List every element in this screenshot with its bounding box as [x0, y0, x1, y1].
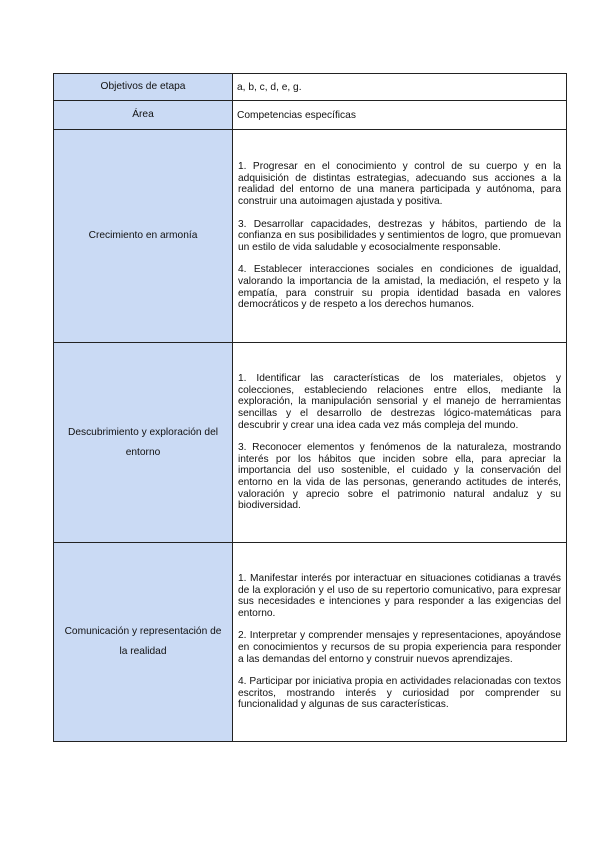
competencies-header: Competencias específicas	[233, 101, 567, 130]
section-row	[54, 543, 567, 742]
area-name: Crecimiento en armonía	[54, 130, 233, 343]
section-row	[54, 130, 567, 343]
competency-item: 4. Participar por iniciativa propia en actividades relacionadas con textos escritos, mostrando interés y curiosidad por comprender su funcionalidad y algunas de sus características.	[238, 676, 561, 711]
area-header: Área	[54, 101, 233, 130]
competency-item: 1. Identificar las características de los materiales, objetos y colecciones, estableciendo relaciones entre ellos, mediante la exploración, la manipulación sensorial y el manejo de herramientas sencillas y el desarrollo de destrezas lógico-matemáticas para descubrir y crear una idea cada vez más compleja del mundo.	[238, 373, 561, 431]
competency-item: 3. Desarrollar capacidades, destrezas y hábitos, partiendo de la confianza en sus posibilidades y sentimientos de logro, que promuevan un estilo de vida saludable y ecosocialmente responsable.	[238, 218, 561, 253]
competencies-table	[53, 73, 567, 742]
competency-item: 2. Interpretar y comprender mensajes y representaciones, apoyándose en conocimientos y recursos de su propia experiencia para responder a las demandas del entorno y construir nuevos aprendizajes.	[238, 630, 561, 665]
column-header-row	[54, 101, 567, 130]
area-name: Comunicación y representación de la realidad	[54, 543, 233, 742]
competency-item: 1. Progresar en el conocimiento y control de su cuerpo y en la adquisición de distintas estrategias, adecuando sus acciones a la realidad del entorno de una manera participada y autónoma, para construir una autoimagen ajustada y positiva.	[238, 161, 561, 208]
objectives-label: Objetivos de etapa	[54, 74, 233, 101]
section-row	[54, 343, 567, 543]
competency-item: 4. Establecer interacciones sociales en condiciones de igualdad, valorando la importancia de la amistad, la mediación, el respeto y la empatía, para construir su propia identidad basada en valores democráticos y de respeto a los derechos humanos.	[238, 264, 561, 311]
competency-list	[233, 543, 567, 742]
competency-list	[233, 343, 567, 543]
competency-item: 1. Manifestar interés por interactuar en situaciones cotidianas a través de la exploración y el uso de su repertorio comunicativo, para expresar sus necesidades e intenciones y para responder a las exigencias del entorno.	[238, 573, 561, 619]
competency-list	[233, 130, 567, 343]
objectives-row	[54, 74, 567, 101]
objectives-value: a, b, c, d, e, g.	[233, 74, 567, 101]
area-name: Descubrimiento y exploración del entorno	[54, 343, 233, 543]
competency-item: 3. Reconocer elementos y fenómenos de la naturaleza, mostrando interés por los hábitos que inciden sobre ella, para apreciar la importancia del uso sostenible, el cuidado y la conservación del entorno en la vida de las personas, generando actitudes de interés, valoración y aprecio sobre el patrimonio natural andaluz y su biodiversidad.	[238, 442, 561, 512]
